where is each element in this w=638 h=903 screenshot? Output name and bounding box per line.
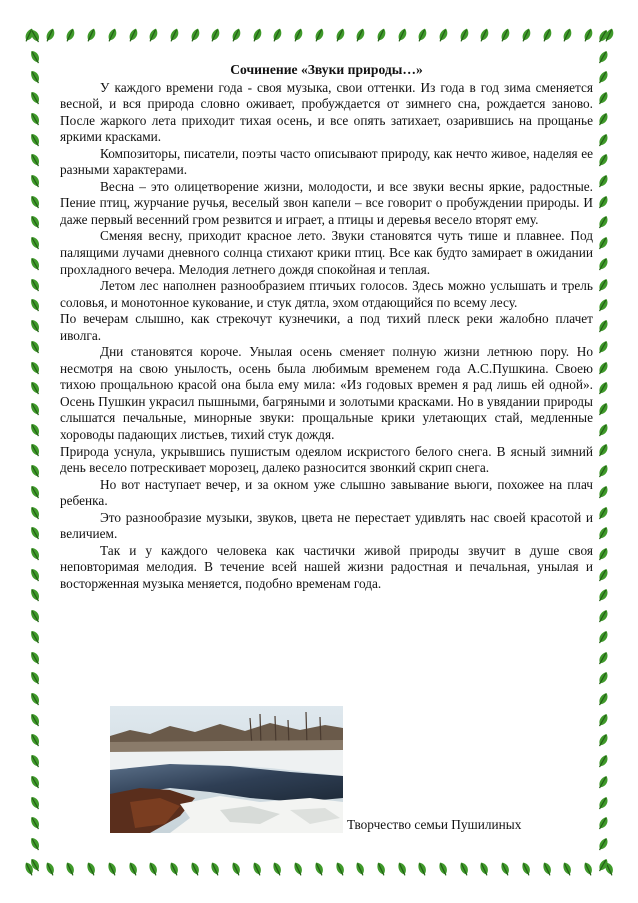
essay-paragraph: Летом лес наполнен разнообразием птичьих голосов. Здесь можно услышать и трель соловья, и монотонное кукование, и стук дятла, эхом отдающийся по всему лесу. [60, 278, 593, 310]
leaf-icon [374, 861, 388, 877]
leaf-icon [28, 49, 42, 65]
border-bottom [22, 858, 616, 880]
leaf-icon [596, 297, 610, 313]
leaf-icon [596, 650, 610, 666]
leaf-icon [596, 505, 610, 521]
leaf-icon [596, 670, 610, 686]
leaf-icon [28, 422, 42, 438]
essay-paragraph: Природа уснула, укрывшись пушистым одеялом искристого белого снега. В ясный зимний день весело потрескивает морозец, далеко разносится звонкий скрип снега. [60, 443, 593, 476]
essay-paragraph: Сменяя весну, приходит красное лето. Звуки становятся чуть тише и плавнее. Под палящими лучами дневного солнца стихают крики птиц. Все как будто замирает в ожидании прохладного вечера. Мелодия летнего дождя спокойная и теплая. [60, 228, 593, 277]
essay-body [60, 80, 593, 593]
leaf-icon [28, 90, 42, 106]
credit-caption: Творчество семьи Пушилиных [347, 817, 522, 832]
leaf-icon [596, 774, 610, 790]
leaf-icon [28, 69, 42, 85]
leaf-icon [208, 861, 222, 877]
leaf-icon [167, 861, 181, 877]
leaf-icon [312, 861, 326, 877]
leaf-icon [28, 815, 42, 831]
leaf-icon [188, 861, 202, 877]
leaf-icon [208, 27, 222, 43]
leaf-icon [477, 861, 491, 877]
essay-paragraph: По вечерам слышно, как стрекочут кузнечики, а под тихий плеск реки жалобно плачет иволга. [60, 311, 593, 343]
leaf-icon [333, 27, 347, 43]
leaf-icon [596, 608, 610, 624]
leaf-icon [596, 691, 610, 707]
leaf-icon [28, 650, 42, 666]
leaf-icon [596, 152, 610, 168]
leaf-icon [596, 422, 610, 438]
leaf-icon [596, 484, 610, 500]
leaf-icon [596, 318, 610, 334]
leaf-icon [596, 49, 610, 65]
leaf-icon [270, 861, 284, 877]
leaf-icon [28, 318, 42, 334]
leaf-icon [353, 861, 367, 877]
leaf-icon [333, 861, 347, 877]
leaf-icon [28, 28, 42, 44]
leaf-icon [28, 339, 42, 355]
leaf-icon [126, 861, 140, 877]
leaf-icon [519, 861, 533, 877]
leaf-icon [596, 69, 610, 85]
leaf-icon [28, 484, 42, 500]
leaf-icon [477, 27, 491, 43]
leaf-icon [498, 861, 512, 877]
leaf-icon [146, 861, 160, 877]
leaf-icon [63, 27, 77, 43]
leaf-icon [540, 27, 554, 43]
leaf-icon [596, 525, 610, 541]
leaf-icon [28, 795, 42, 811]
leaf-icon [63, 861, 77, 877]
leaf-icon [560, 27, 574, 43]
leaf-icon [415, 861, 429, 877]
leaf-icon [28, 608, 42, 624]
essay-paragraph: Композиторы, писатели, поэты часто описывают природу, как нечто живое, наделяя ее разными характерами. [60, 145, 593, 178]
leaf-icon [229, 861, 243, 877]
leaf-icon [353, 27, 367, 43]
leaf-icon [596, 546, 610, 562]
leaf-icon [596, 836, 610, 852]
leaf-icon [596, 277, 610, 293]
essay-paragraph: Так и у каждого человека как частички живой природы звучит в душе своя неповторимая мелодия. В течение всей нашей жизни радостная и печальная, унылая и восторженная музыка меняется, подобно временам года. [60, 542, 593, 591]
border-left [24, 28, 46, 873]
essay-paragraph: Это разнообразие музыки, звуков, цвета не перестает удивлять нас своей красотой и величием. [60, 509, 593, 542]
leaf-icon [84, 27, 98, 43]
leaf-icon [28, 214, 42, 230]
leaf-icon [28, 505, 42, 521]
leaf-icon [28, 132, 42, 148]
essay-paragraph: Весна – это олицетворение жизни, молодости, и все звуки весны яркие, радостные. Пение птиц, журчание ручья, веселый звон капели – все говорит о пробуждении природы. И даже первый весенний гром резвится и играет, а птицы и деревья весело вторят ему. [60, 178, 593, 227]
leaf-icon [28, 774, 42, 790]
winter-river-photo [110, 706, 343, 833]
leaf-icon [560, 861, 574, 877]
leaf-icon [374, 27, 388, 43]
leaf-icon [596, 360, 610, 376]
leaf-icon [28, 836, 42, 852]
essay-paragraph: У каждого времени года - своя музыка, свои оттенки. Из года в год зима сменяется весной, и вся природа словно оживает, пробуждается от зимнего сна, рождается заново. После жаркого лета приходит тихая осень, и все опять затихает, озарившись на прощанье яркими красками. [60, 79, 593, 145]
leaf-icon [596, 256, 610, 272]
leaf-icon [596, 28, 610, 44]
leaf-icon [28, 670, 42, 686]
essay-paragraph: Дни становятся короче. Унылая осень сменяет полную жизни летнюю пору. Но несмотря на свою унылость, осень была любимым временем года А.С.Пушкина. Своею тихою прощальною красой она была ему мила: «Из годовых времен я рад лишь ей одной». Осень Пушкин украсил пышными, багряными и золотыми красками. Но в увядании природы слышатся печальные, минорные звуки: прощальные крики улетающих стай, медленные хороводы падающих листьев, тихий стук дождя. [60, 344, 593, 443]
leaf-icon [596, 90, 610, 106]
leaf-icon [457, 27, 471, 43]
leaf-icon [436, 27, 450, 43]
leaf-icon [188, 27, 202, 43]
leaf-icon [28, 380, 42, 396]
leaf-icon [596, 132, 610, 148]
leaf-icon [596, 815, 610, 831]
leaf-icon [596, 463, 610, 479]
border-right [592, 28, 614, 873]
leaf-icon [498, 27, 512, 43]
leaf-icon [146, 27, 160, 43]
leaf-icon [312, 27, 326, 43]
leaf-icon [596, 732, 610, 748]
leaf-icon [28, 753, 42, 769]
leaf-icon [596, 380, 610, 396]
leaf-icon [395, 27, 409, 43]
leaf-icon [270, 27, 284, 43]
leaf-icon [250, 27, 264, 43]
essay-paragraph: Но вот наступает вечер, и за окном уже слышно завывание вьюги, похожее на плач ребенка. [60, 476, 593, 509]
leaf-icon [596, 214, 610, 230]
leaf-icon [436, 861, 450, 877]
leaf-icon [28, 567, 42, 583]
leaf-icon [596, 173, 610, 189]
leaf-icon [596, 712, 610, 728]
leaf-icon [28, 173, 42, 189]
leaf-icon [28, 587, 42, 603]
leaf-icon [28, 525, 42, 541]
leaf-icon [28, 442, 42, 458]
leaf-icon [229, 27, 243, 43]
leaf-icon [596, 795, 610, 811]
leaf-icon [519, 27, 533, 43]
leaf-icon [105, 861, 119, 877]
leaf-icon [596, 401, 610, 417]
leaf-icon [596, 111, 610, 127]
leaf-icon [28, 152, 42, 168]
leaf-icon [291, 27, 305, 43]
leaf-icon [167, 27, 181, 43]
leaf-icon [28, 857, 42, 873]
leaf-icon [395, 861, 409, 877]
leaf-icon [28, 546, 42, 562]
leaf-icon [28, 297, 42, 313]
leaf-icon [105, 27, 119, 43]
leaf-icon [28, 111, 42, 127]
leaf-icon [596, 442, 610, 458]
leaf-icon [596, 235, 610, 251]
leaf-icon [596, 194, 610, 210]
border-top [22, 24, 616, 46]
leaf-icon [596, 339, 610, 355]
leaf-icon [250, 861, 264, 877]
leaf-icon [596, 857, 610, 873]
leaf-icon [415, 27, 429, 43]
leaf-icon [28, 712, 42, 728]
leaf-icon [596, 587, 610, 603]
leaf-icon [457, 861, 471, 877]
leaf-icon [291, 861, 305, 877]
leaf-icon [28, 360, 42, 376]
leaf-icon [28, 732, 42, 748]
leaf-icon [540, 861, 554, 877]
leaf-icon [28, 235, 42, 251]
leaf-icon [126, 27, 140, 43]
leaf-icon [28, 256, 42, 272]
essay-title: Сочинение «Звуки природы…» [230, 62, 423, 77]
leaf-icon [28, 691, 42, 707]
leaf-icon [596, 629, 610, 645]
leaf-icon [28, 194, 42, 210]
leaf-icon [596, 753, 610, 769]
leaf-icon [84, 861, 98, 877]
leaf-icon [28, 277, 42, 293]
leaf-icon [28, 401, 42, 417]
leaf-icon [596, 567, 610, 583]
photo-illustration [110, 706, 343, 833]
leaf-icon [28, 629, 42, 645]
leaf-icon [28, 463, 42, 479]
essay-document [60, 62, 593, 593]
